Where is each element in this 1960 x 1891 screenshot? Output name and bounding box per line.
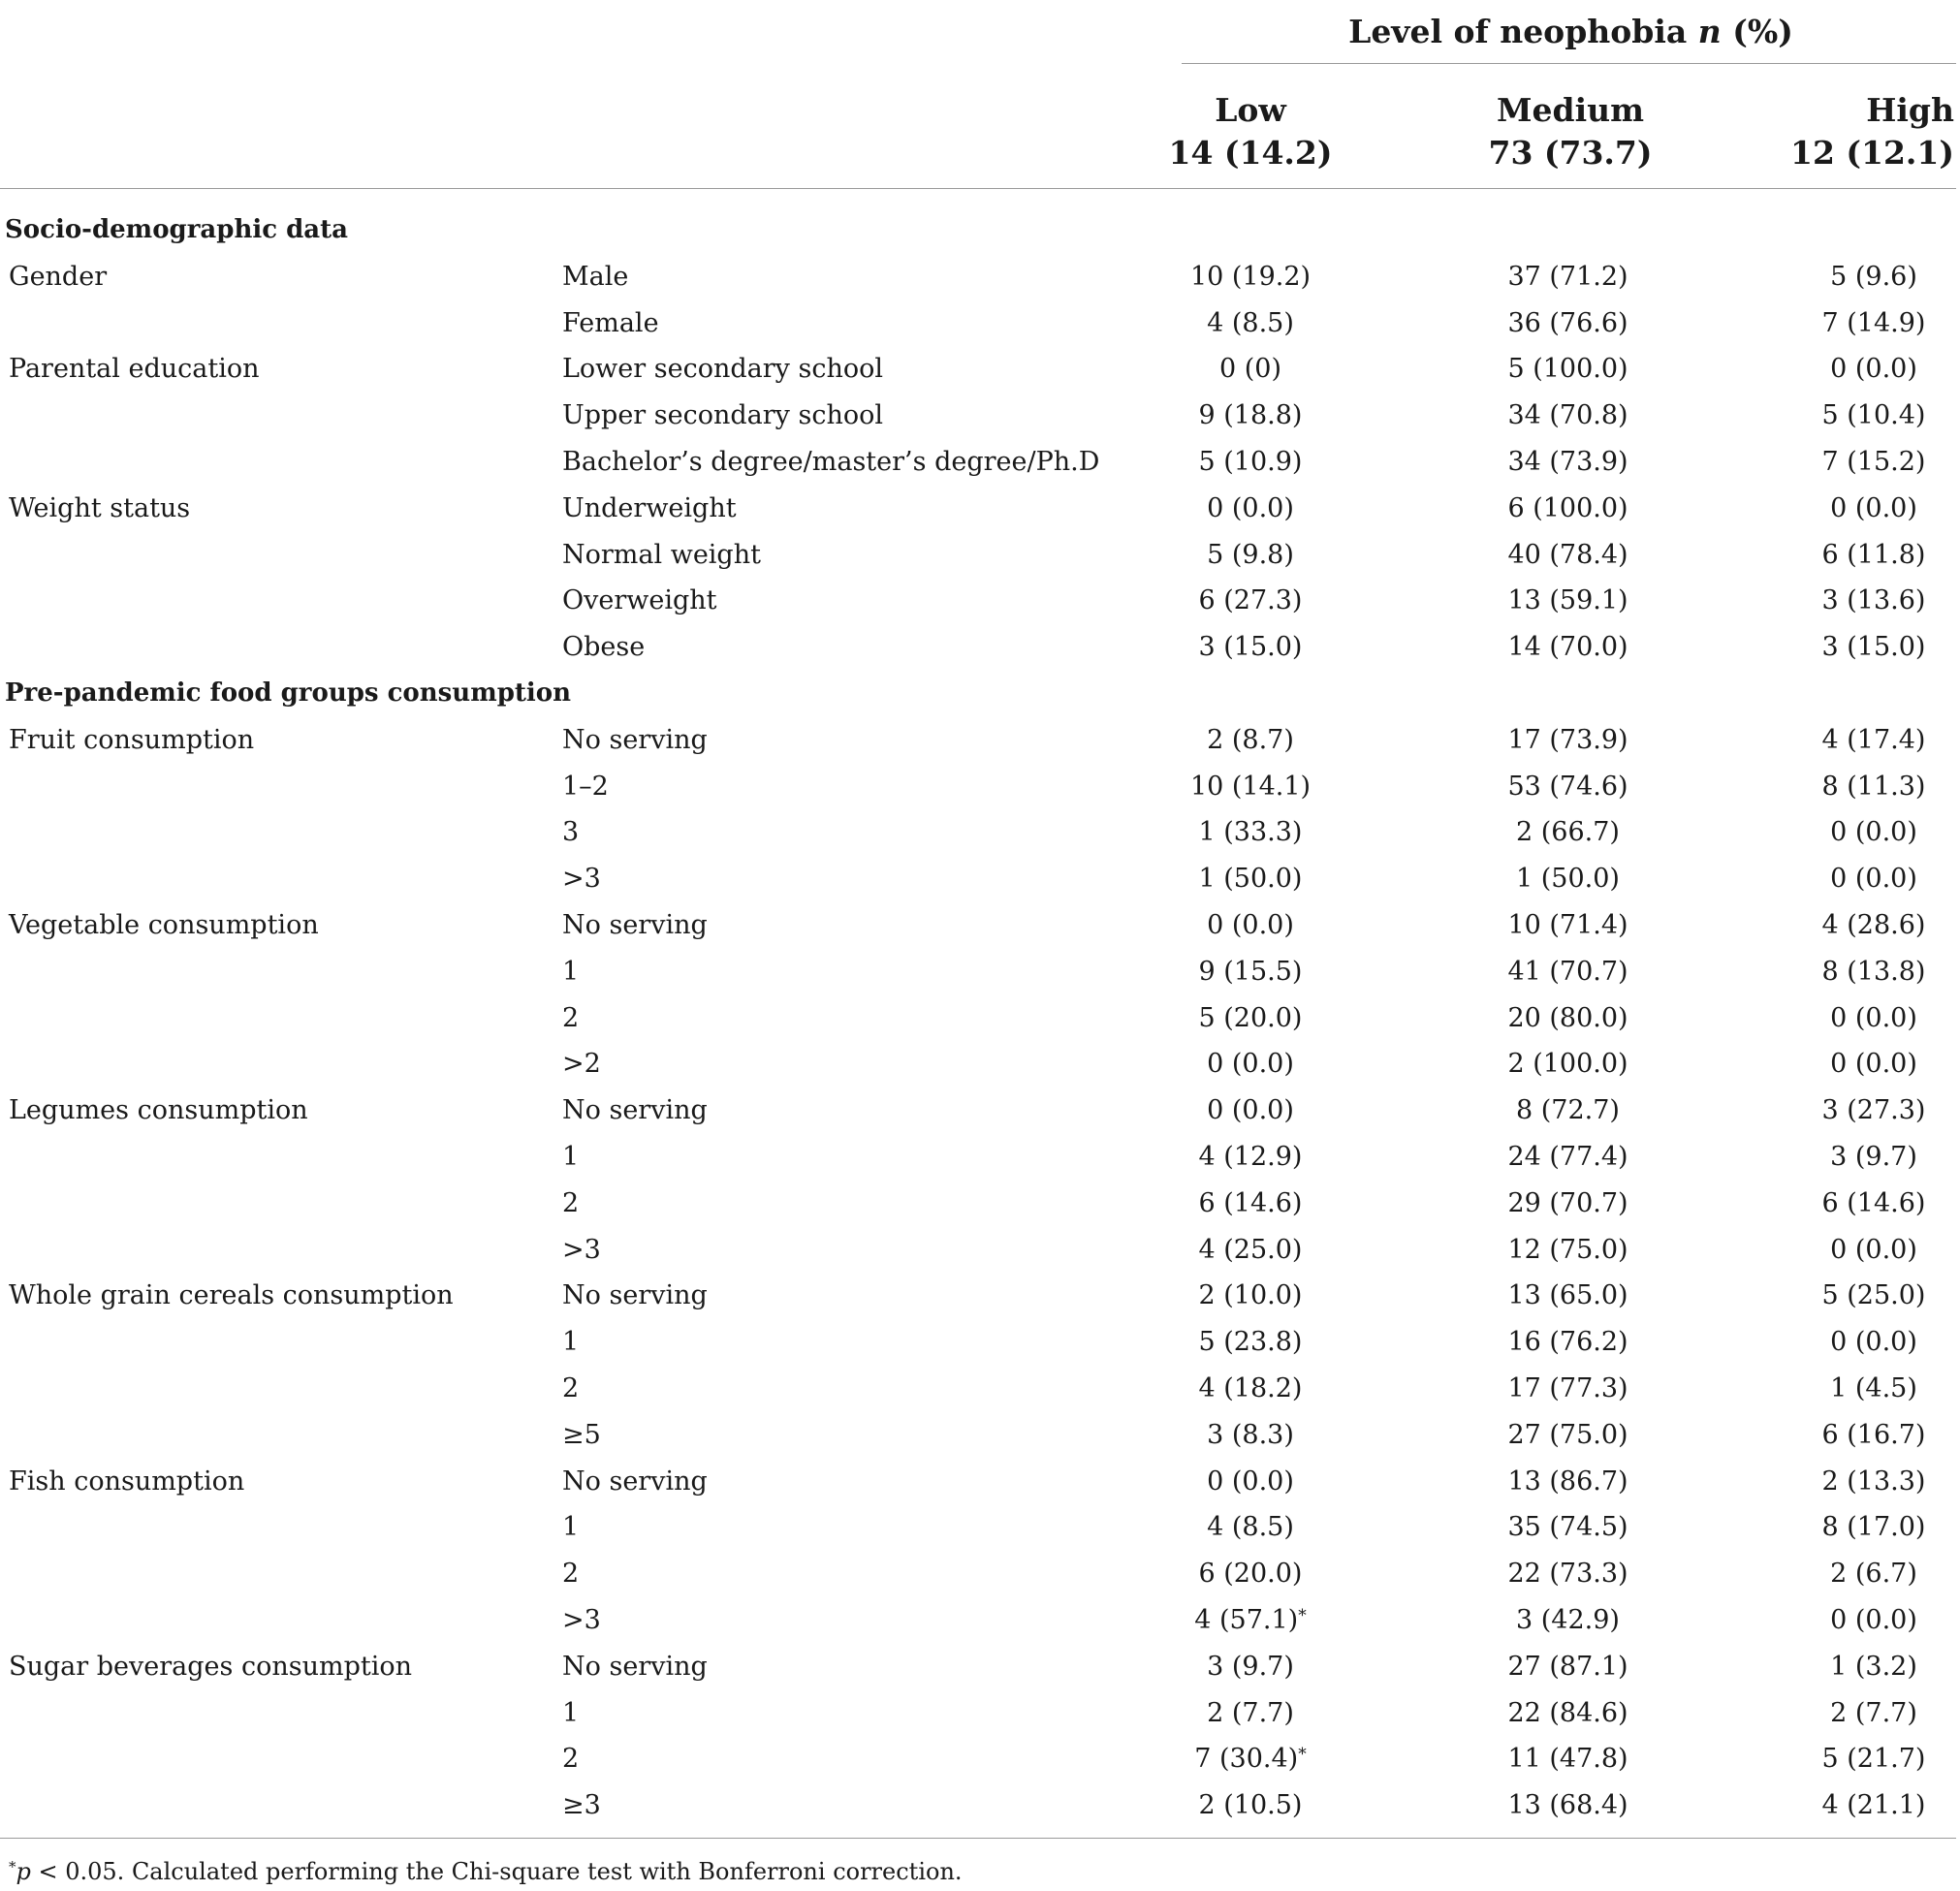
medium-value-cell: 16 (76.2): [1507, 1327, 1628, 1358]
table-row: [0, 1459, 1960, 1505]
footnote-mark: *: [9, 1858, 16, 1875]
table-row: [0, 1782, 1960, 1829]
category-cell: 1: [562, 1697, 580, 1728]
group-header-pct: (%): [1732, 13, 1793, 50]
low-value-cell: 3 (8.3): [1207, 1419, 1294, 1450]
column-header-name: High: [1866, 91, 1954, 129]
medium-value-cell: 24 (77.4): [1507, 1141, 1628, 1172]
high-value-cell: 0 (0.0): [1830, 1049, 1917, 1080]
medium-value-cell: 8 (72.7): [1516, 1095, 1620, 1126]
medium-value-cell: 14 (70.0): [1507, 632, 1628, 663]
low-value-cell: 4 (25.0): [1198, 1234, 1303, 1265]
table-row: [0, 717, 1960, 764]
medium-value-cell: 17 (73.9): [1507, 724, 1628, 755]
medium-value-cell: 12 (75.0): [1507, 1234, 1628, 1265]
high-value-cell: 2 (6.7): [1830, 1559, 1917, 1590]
high-value-cell: 0 (0.0): [1830, 492, 1917, 523]
low-value-cell: 0 (0.0): [1207, 1466, 1294, 1497]
column-header-count: 73 (73.7): [1488, 134, 1653, 172]
medium-value-cell: 5 (100.0): [1507, 354, 1628, 385]
high-value-cell: 4 (28.6): [1821, 909, 1926, 940]
low-value-cell: 1 (33.3): [1198, 817, 1303, 848]
table-row: [0, 1181, 1960, 1227]
table-row: [0, 1087, 1960, 1134]
low-value-cell: 6 (20.0): [1198, 1559, 1303, 1590]
low-value-cell: 5 (23.8): [1198, 1327, 1303, 1358]
high-value-cell: 4 (21.1): [1821, 1790, 1926, 1821]
medium-value-cell: 40 (78.4): [1507, 539, 1628, 570]
high-value-cell: 6 (11.8): [1821, 539, 1926, 570]
medium-value-cell: 22 (84.6): [1507, 1697, 1628, 1728]
table-row: [0, 809, 1960, 856]
table-row: [0, 995, 1960, 1042]
category-cell: ≥5: [562, 1419, 601, 1450]
high-value-cell: 3 (27.3): [1821, 1095, 1926, 1126]
low-value-text: 4 (57.1): [1194, 1604, 1299, 1635]
high-value-cell: 0 (0.0): [1830, 864, 1917, 895]
low-value-cell: 3 (15.0): [1198, 632, 1303, 663]
medium-value-cell: 13 (68.4): [1507, 1790, 1628, 1821]
category-cell: 2: [562, 1002, 580, 1033]
high-value-cell: 3 (9.7): [1830, 1141, 1917, 1172]
table-row: [0, 1551, 1960, 1597]
category-cell: Male: [562, 261, 629, 292]
low-value-cell: 4 (8.5): [1207, 1512, 1294, 1543]
table-row: [0, 393, 1960, 439]
table-row: [0, 764, 1960, 810]
table-row: [0, 1597, 1960, 1644]
significance-mark: *: [1298, 1745, 1307, 1765]
group-header-n: n: [1697, 13, 1722, 50]
medium-value-cell: 13 (59.1): [1507, 585, 1628, 616]
medium-value-cell: 27 (75.0): [1507, 1419, 1628, 1450]
category-cell: Upper secondary school: [562, 400, 884, 431]
low-value-cell: 1 (50.0): [1198, 864, 1303, 895]
high-value-cell: 6 (14.6): [1821, 1187, 1926, 1218]
high-value-cell: 8 (13.8): [1821, 956, 1926, 987]
low-value-cell: 5 (20.0): [1198, 1002, 1303, 1033]
category-cell: Lower secondary school: [562, 354, 884, 385]
high-value-cell: 0 (0.0): [1830, 1002, 1917, 1033]
low-value-cell: 9 (15.5): [1198, 956, 1303, 987]
category-cell: ≥3: [562, 1790, 601, 1821]
low-value-cell: 0 (0.0): [1207, 909, 1294, 940]
medium-value-cell: 22 (73.3): [1507, 1559, 1628, 1590]
category-cell: 2: [562, 1372, 580, 1403]
medium-value-cell: 20 (80.0): [1507, 1002, 1628, 1033]
variable-cell: Gender: [9, 261, 108, 292]
medium-value-cell: 3 (42.9): [1516, 1604, 1620, 1635]
category-cell: 1–2: [562, 771, 609, 802]
variable-cell: Whole grain cereals consumption: [9, 1280, 454, 1311]
category-cell: No serving: [562, 1280, 708, 1311]
medium-value-cell: 29 (70.7): [1507, 1187, 1628, 1218]
table-row: [0, 1412, 1960, 1459]
high-value-cell: 5 (10.4): [1821, 400, 1926, 431]
high-value-cell: 0 (0.0): [1830, 1327, 1917, 1358]
header-rule: [0, 188, 1956, 189]
table-row: [0, 1690, 1960, 1737]
category-cell: No serving: [562, 1095, 708, 1126]
category-cell: Underweight: [562, 492, 737, 523]
table-row: [0, 1041, 1960, 1087]
table-row: [0, 346, 1960, 393]
high-value-cell: 5 (25.0): [1821, 1280, 1926, 1311]
category-cell: 3: [562, 817, 580, 848]
table-row: [0, 1366, 1960, 1412]
medium-value-cell: 34 (70.8): [1507, 400, 1628, 431]
low-value-cell: 0 (0.0): [1207, 492, 1294, 523]
low-value-cell: 0 (0.0): [1207, 1049, 1294, 1080]
category-cell: No serving: [562, 1466, 708, 1497]
significance-mark: *: [1298, 1605, 1307, 1625]
section-label: Pre-pandemic food groups consumption: [5, 678, 572, 708]
medium-value-cell: 41 (70.7): [1507, 956, 1628, 987]
footer-rule: [0, 1838, 1956, 1839]
category-cell: 1: [562, 1327, 580, 1358]
table-row: [0, 902, 1960, 949]
category-cell: No serving: [562, 909, 708, 940]
table-row: [0, 532, 1960, 579]
variable-cell: Vegetable consumption: [9, 909, 319, 940]
high-value-cell: 4 (17.4): [1821, 724, 1926, 755]
high-value-cell: 5 (21.7): [1821, 1744, 1926, 1775]
column-header-name: Low: [1215, 91, 1286, 129]
high-value-cell: 1 (3.2): [1830, 1651, 1917, 1682]
medium-value-cell: 1 (50.0): [1516, 864, 1620, 895]
low-value-cell: 6 (27.3): [1198, 585, 1303, 616]
medium-value-cell: 11 (47.8): [1507, 1744, 1628, 1775]
table-row: [0, 1736, 1960, 1782]
low-value-cell: 10 (14.1): [1189, 771, 1312, 802]
column-header-medium: [1473, 85, 1667, 178]
category-cell: Overweight: [562, 585, 717, 616]
medium-value-cell: 13 (65.0): [1507, 1280, 1628, 1311]
section-label: Socio-demographic data: [5, 215, 348, 244]
low-value-cell: 0 (0.0): [1207, 1095, 1294, 1126]
table-row: [0, 856, 1960, 902]
table-footnote: [9, 1857, 963, 1886]
category-cell: 2: [562, 1187, 580, 1218]
footnote-text: < 0.05. Calculated performing the Chi-square test with Bonferroni correction.: [30, 1858, 963, 1885]
section-row: [0, 207, 1960, 254]
high-value-cell: 1 (4.5): [1830, 1372, 1917, 1403]
medium-value-cell: 2 (66.7): [1516, 817, 1620, 848]
low-value-cell: 5 (10.9): [1198, 446, 1303, 477]
table-row: [0, 1227, 1960, 1274]
category-cell: 1: [562, 956, 580, 987]
variable-cell: Fruit consumption: [9, 724, 255, 755]
group-header: [1182, 0, 1960, 63]
low-value-cell: 4 (8.5): [1207, 307, 1294, 338]
column-header-count: 14 (14.2): [1168, 134, 1333, 172]
low-value-cell: [1154, 1597, 1347, 1644]
medium-value-cell: 53 (74.6): [1507, 771, 1628, 802]
high-value-cell: 3 (13.6): [1821, 585, 1926, 616]
variable-cell: Weight status: [9, 492, 191, 523]
category-cell: 1: [562, 1512, 580, 1543]
table-row: [0, 624, 1960, 671]
category-cell: 2: [562, 1744, 580, 1775]
low-value-text: 7 (30.4): [1194, 1744, 1299, 1775]
low-value-cell: 10 (19.2): [1189, 261, 1312, 292]
medium-value-cell: 17 (77.3): [1507, 1372, 1628, 1403]
high-value-cell: 2 (7.7): [1830, 1697, 1917, 1728]
group-header-rule: [1182, 63, 1956, 64]
table-row: [0, 578, 1960, 624]
table-body: [0, 207, 1960, 1829]
column-header-low: [1163, 85, 1338, 178]
low-value-cell: 2 (10.5): [1198, 1790, 1303, 1821]
high-value-cell: 0 (0.0): [1830, 817, 1917, 848]
category-cell: >3: [562, 1234, 601, 1265]
medium-value-cell: 6 (100.0): [1507, 492, 1628, 523]
medium-value-cell: 35 (74.5): [1507, 1512, 1628, 1543]
low-value-cell: 4 (12.9): [1198, 1141, 1303, 1172]
table-row: [0, 949, 1960, 995]
category-cell: Normal weight: [562, 539, 761, 570]
medium-value-cell: 36 (76.6): [1507, 307, 1628, 338]
medium-value-cell: 34 (73.9): [1507, 446, 1628, 477]
medium-value-cell: 37 (71.2): [1507, 261, 1628, 292]
category-cell: >2: [562, 1049, 601, 1080]
category-cell: 2: [562, 1559, 580, 1590]
category-cell: Obese: [562, 632, 646, 663]
group-header-text: Level of neophobia: [1348, 13, 1688, 50]
medium-value-cell: 13 (86.7): [1507, 1466, 1628, 1497]
category-cell: >3: [562, 864, 601, 895]
high-value-cell: 0 (0.0): [1830, 354, 1917, 385]
category-cell: 1: [562, 1141, 580, 1172]
category-cell: >3: [562, 1604, 601, 1635]
low-value-cell: 3 (9.7): [1207, 1651, 1294, 1682]
high-value-cell: 0 (0.0): [1830, 1604, 1917, 1635]
high-value-cell: 3 (15.0): [1821, 632, 1926, 663]
column-header-name: Medium: [1496, 91, 1645, 129]
medium-value-cell: 27 (87.1): [1507, 1651, 1628, 1682]
table-row: [0, 439, 1960, 486]
low-value-cell: 9 (18.8): [1198, 400, 1303, 431]
variable-cell: Legumes consumption: [9, 1095, 308, 1126]
column-header-count: 12 (12.1): [1789, 134, 1954, 172]
variable-cell: Parental education: [9, 354, 260, 385]
variable-cell: Fish consumption: [9, 1466, 245, 1497]
low-value-cell: 2 (7.7): [1207, 1697, 1294, 1728]
footnote-p: p: [16, 1858, 31, 1885]
section-row: [0, 671, 1960, 717]
column-header-high: [1789, 85, 1960, 178]
low-value-cell: 5 (9.8): [1207, 539, 1294, 570]
low-value-cell: 6 (14.6): [1198, 1187, 1303, 1218]
high-value-cell: 7 (14.9): [1821, 307, 1926, 338]
table-row: [0, 1273, 1960, 1319]
high-value-cell: 5 (9.6): [1830, 261, 1917, 292]
high-value-cell: 8 (11.3): [1821, 771, 1926, 802]
low-value-cell: 2 (8.7): [1207, 724, 1294, 755]
low-value-cell: 0 (0): [1218, 354, 1281, 385]
medium-value-cell: 2 (100.0): [1507, 1049, 1628, 1080]
table-row: [0, 1644, 1960, 1690]
high-value-cell: 0 (0.0): [1830, 1234, 1917, 1265]
low-value-cell: 2 (10.0): [1198, 1280, 1303, 1311]
table-row: [0, 1134, 1960, 1181]
table-row: [0, 486, 1960, 532]
table-row: [0, 1319, 1960, 1366]
medium-value-cell: 10 (71.4): [1507, 909, 1628, 940]
high-value-cell: 8 (17.0): [1821, 1512, 1926, 1543]
category-cell: No serving: [562, 724, 708, 755]
category-cell: No serving: [562, 1651, 708, 1682]
table-row: [0, 1504, 1960, 1551]
high-value-cell: 6 (16.7): [1821, 1419, 1926, 1450]
table-row: [0, 254, 1960, 300]
low-value-cell: 4 (18.2): [1198, 1372, 1303, 1403]
high-value-cell: 7 (15.2): [1821, 446, 1926, 477]
variable-cell: Sugar beverages consumption: [9, 1651, 412, 1682]
category-cell: Bachelor’s degree/master’s degree/Ph.D: [562, 446, 1100, 477]
high-value-cell: 2 (13.3): [1821, 1466, 1926, 1497]
table-row: [0, 300, 1960, 347]
low-value-cell: [1154, 1736, 1347, 1782]
category-cell: Female: [562, 307, 659, 338]
